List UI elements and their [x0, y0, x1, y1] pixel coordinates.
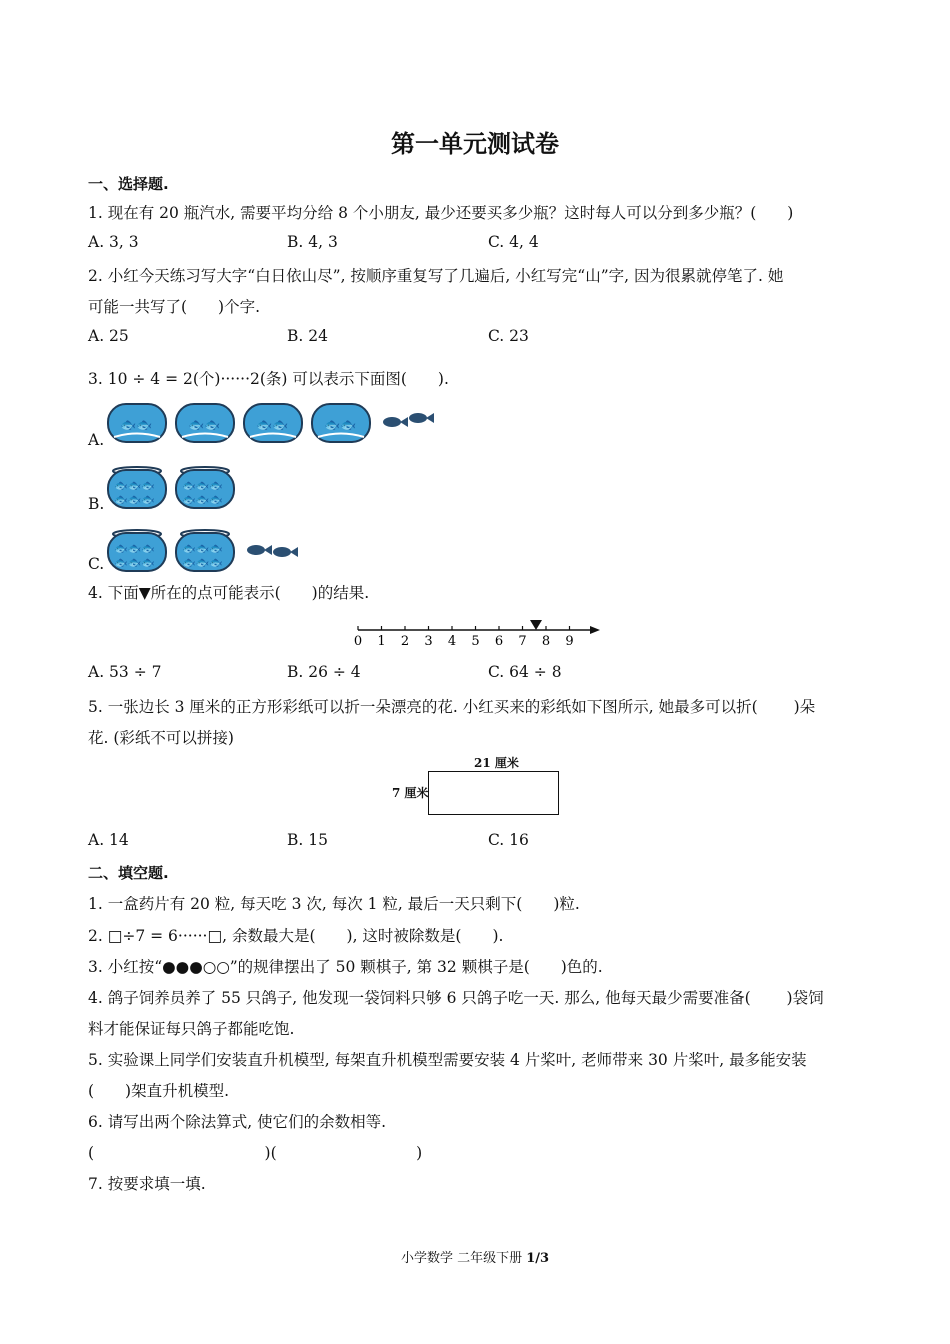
svg-text:🐟🐟🐟: 🐟🐟🐟: [114, 542, 156, 555]
question-3-option-b: B.: [88, 495, 105, 513]
question-1-option-a: A. 3, 3: [88, 233, 139, 251]
question-5-option-b: B. 15: [287, 831, 328, 849]
fill-question-1: 1. 一盒药片有 20 粒, 每天吃 3 次, 每次 1 粒, 最后一天只剩下( )粒.: [88, 895, 580, 913]
question-4-option-c: C. 64 ÷ 8: [488, 663, 562, 681]
page-title: 第一单元测试卷: [391, 130, 559, 158]
svg-text:🐟🐟: 🐟🐟: [188, 418, 221, 433]
fill-question-4-line1: 4. 鸽子饲养员养了 55 只鸽子, 他发现一袋饲料只够 6 只鸽子吃一天. 那么, 他每天最少需要准备( )袋饲: [88, 989, 824, 1007]
paper-rectangle: [428, 771, 559, 815]
svg-text:🐟🐟🐟: 🐟🐟🐟: [114, 493, 156, 506]
svg-text:🐟🐟: 🐟🐟: [324, 418, 357, 433]
question-1-option-c: C. 4, 4: [488, 233, 539, 251]
fill-question-6-line2: ( )( ): [88, 1144, 423, 1162]
question-2-text-line2: 可能一共写了( )个字.: [88, 298, 261, 316]
fill-question-7: 7. 按要求填一填.: [88, 1175, 206, 1193]
fishbowl-icon: [108, 404, 166, 442]
question-2-text-line1: 2. 小红今天练习写大字“白日依山尽”, 按顺序重复写了几遍后, 小红写完“山”字, 因为很累就停笔了. 她: [88, 267, 784, 285]
question-2-option-a: A. 25: [88, 327, 129, 345]
rectangle-height-label: 7 厘米: [392, 786, 429, 800]
svg-text:🐟🐟🐟: 🐟🐟🐟: [182, 556, 224, 569]
number-line-tick-label: 3: [424, 634, 433, 649]
loose-fish-icon: [383, 413, 434, 427]
number-line-tick-label: 7: [518, 634, 527, 649]
fishbowl-icon: [176, 467, 234, 508]
number-line-tick-label: 6: [494, 634, 504, 649]
question-5-text-line1: 5. 一张边长 3 厘米的正方形彩纸可以折一朵漂亮的花. 小红买来的彩纸如下图所示, 她最多可以折( )朵: [88, 698, 816, 716]
svg-text:🐟🐟: 🐟🐟: [256, 418, 289, 433]
question-5-option-c: C. 16: [488, 831, 529, 849]
number-line-tick-label: 2: [400, 634, 410, 649]
question-5-option-a: A. 14: [88, 831, 129, 849]
svg-text:🐟🐟🐟: 🐟🐟🐟: [182, 479, 224, 492]
fill-question-5-line1: 5. 实验课上同学们安装直升机模型, 每架直升机模型需要安装 4 片桨叶, 老师带来 30 片桨叶, 最多能安装: [88, 1051, 807, 1069]
svg-text:🐟🐟🐟: 🐟🐟🐟: [114, 556, 156, 569]
fill-question-4-line2: 料才能保证每只鸽子都能吃饱.: [88, 1020, 295, 1038]
fill-question-3: 3. 小红按“●●●○○”的规律摆出了 50 颗棋子, 第 32 颗棋子是( )色的.: [88, 958, 603, 976]
fishbowl-figure-a: [100, 398, 440, 448]
fishbowl-figure-b: [100, 462, 250, 512]
number-line: [344, 614, 606, 650]
fishbowl-figure-c: [100, 526, 310, 574]
page-footer: [0, 1247, 950, 1266]
number-line-tick-label: 5: [471, 634, 480, 649]
fishbowl-icon: [244, 404, 302, 442]
section-heading-choice: 一、选择题.: [88, 175, 169, 193]
number-line-tick-label: 1: [377, 634, 386, 649]
question-3-option-a: A.: [88, 431, 105, 449]
question-3-text: 3. 10 ÷ 4 = 2(个)······2(条) 可以表示下面图( ).: [88, 370, 449, 388]
fill-question-6-line1: 6. 请写出两个除法算式, 使它们的余数相等.: [88, 1113, 386, 1131]
number-line-tick-label: 9: [565, 634, 574, 649]
question-1-text: 1. 现在有 20 瓶汽水, 需要平均分给 8 个小朋友, 最少还要买多少瓶？这时每人可以分到多少瓶？( ): [88, 204, 794, 222]
number-line-arrow: [590, 626, 600, 634]
page-number: 1/3: [526, 1251, 550, 1266]
question-5-text-line2: 花. (彩纸不可以拼接): [88, 729, 234, 747]
svg-text:🐟🐟🐟: 🐟🐟🐟: [114, 479, 156, 492]
number-line-tick-label: 4: [447, 634, 457, 649]
svg-text:🐟🐟: 🐟🐟: [120, 418, 153, 433]
fill-question-2: 2. □÷7 = 6······□, 余数最大是( ), 这时被除数是( ).: [88, 927, 504, 945]
triangle-marker-icon: [530, 620, 542, 630]
loose-fish-icon: [247, 545, 298, 557]
section-heading-fill: 二、填空题.: [88, 864, 169, 882]
number-line-tick-label: 0: [353, 634, 363, 649]
svg-text:🐟🐟🐟: 🐟🐟🐟: [182, 542, 224, 555]
question-4-option-a: A. 53 ÷ 7: [88, 663, 162, 681]
fishbowl-icon: [176, 530, 234, 571]
fishbowl-icon: [108, 530, 166, 571]
rectangle-width-label: 21 厘米: [474, 756, 519, 770]
svg-text:🐟🐟🐟: 🐟🐟🐟: [182, 493, 224, 506]
footer-text: 小学数学 二年级下册: [400, 1251, 527, 1266]
fishbowl-icon: [108, 467, 166, 508]
question-2-option-b: B. 24: [287, 327, 328, 345]
question-3-option-c: C.: [88, 555, 105, 573]
fill-question-5-line2: ( )架直升机模型.: [88, 1082, 230, 1100]
question-4-option-b: B. 26 ÷ 4: [287, 663, 361, 681]
question-4-text: 4. 下面▼所在的点可能表示( )的结果.: [88, 584, 370, 602]
fishbowl-icon: [176, 404, 234, 442]
fishbowl-icon: [312, 404, 370, 442]
question-1-option-b: B. 4, 3: [287, 233, 338, 251]
question-2-option-c: C. 23: [488, 327, 529, 345]
number-line-tick-label: 8: [541, 634, 551, 649]
